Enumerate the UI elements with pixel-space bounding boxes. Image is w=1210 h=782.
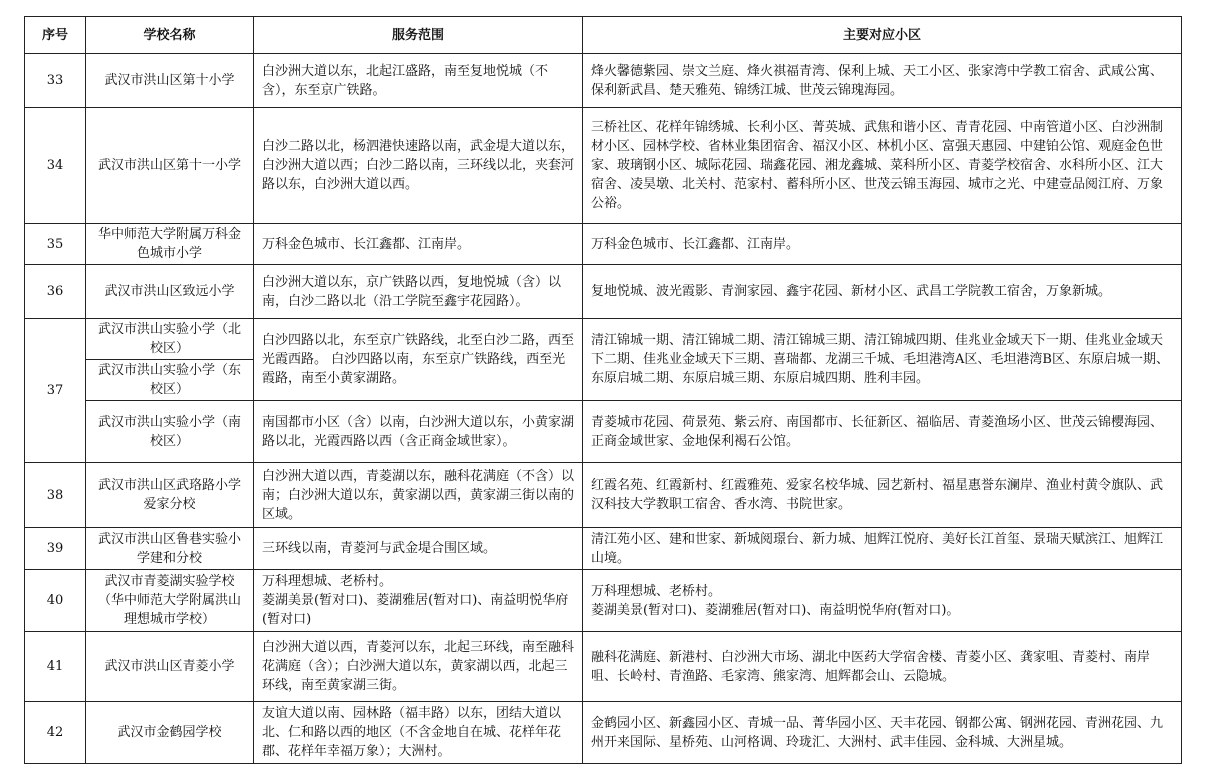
residential-areas xyxy=(583,570,1182,632)
table-row xyxy=(25,265,1182,319)
school-name: 武汉市洪山区第十一小学 xyxy=(86,108,254,224)
school-district-table xyxy=(24,16,1182,764)
row-number: 41 xyxy=(25,632,86,702)
service-range-line: 万科理想城、老桥村。 xyxy=(262,574,393,589)
school-name: 武汉市洪山区武珞路小学爱家分校 xyxy=(86,463,254,528)
residential-areas: 清江苑小区、建和世家、新城阅璟台、新力城、旭辉江悦府、美好长江首玺、景瑞天赋滨江、旭辉江山境。 xyxy=(583,528,1182,570)
row-number: 38 xyxy=(25,463,86,528)
service-range-line: 菱湖美景(暂对口)、菱湖雅居(暂对口)、南益明悦华府(暂对口) xyxy=(262,593,569,627)
table-row xyxy=(25,224,1182,265)
service-range: 白沙洲大道以东，北起江盛路，南至复地悦城（不含），东至京广铁路。 xyxy=(254,54,583,108)
table-row xyxy=(25,319,1182,360)
service-range: 白沙二路以北，杨泗港快速路以南，武金堤大道以东，白沙洲大道以西；白沙二路以南，三环线以北，夹套河路以东，白沙洲大道以西。 xyxy=(254,108,583,224)
table-row xyxy=(25,401,1182,463)
school-name: 武汉市洪山实验小学（东校区） xyxy=(86,360,254,401)
residential-areas: 三桥社区、花样年锦绣城、长利小区、菁英城、武焦和谐小区、青青花园、中南管道小区、白沙洲制材小区、园林学校、省林业集团宿舍、福汉小区、林机小区、富强天惠园、中建铂公馆、观庭金色世家、玻璃钢小区、城际花园、瑞鑫花园、湘龙鑫城、菜科所小区、青菱学校宿舍、水科所小区、江大宿舍、凌昊墩、北关村、范家村、蓄科所小区、世茂云锦玉海园、城市之光、中建壹品阅江府、万象公裕。 xyxy=(583,108,1182,224)
row-number: 33 xyxy=(25,54,86,108)
row-number: 36 xyxy=(25,265,86,319)
table-row xyxy=(25,463,1182,528)
service-range: 友谊大道以南、园林路（福丰路）以东，团结大道以北、仁和路以西的地区（不含金地自在城、花样年花郡、花样年幸福万象）；大洲村。 xyxy=(254,702,583,764)
residential-areas: 金鹤园小区、新鑫园小区、青城一品、菁华园小区、天丰花园、钢都公寓、钢洲花园、青洲花园、九州开来国际、星桥苑、山河格调、玲珑汇、大洲村、武丰佳园、金科城、大洲星城。 xyxy=(583,702,1182,764)
header-number: 序号 xyxy=(25,17,86,54)
row-number: 39 xyxy=(25,528,86,570)
row-number: 35 xyxy=(25,224,86,265)
school-name: 华中师范大学附属万科金色城市小学 xyxy=(86,224,254,265)
school-name: 武汉市洪山实验小学（北校区） xyxy=(86,319,254,360)
service-range: 白沙洲大道以西，青菱河以东，北起三环线，南至融科花满庭（含）；白沙洲大道以东，黄家湖以西，北起三环线，南至黄家湖三街。 xyxy=(254,632,583,702)
table-row xyxy=(25,702,1182,764)
table-row xyxy=(25,108,1182,224)
service-range: 白沙洲大道以东，京广铁路以西，复地悦城（含）以南，白沙二路以北（沿工学院至鑫宇花园路）。 xyxy=(254,265,583,319)
row-number: 42 xyxy=(25,702,86,764)
residential-areas-line: 菱湖美景(暂对口)、菱湖雅居(暂对口)、南益明悦华府(暂对口)。 xyxy=(591,602,960,618)
residential-areas: 烽火馨德紫园、崇文兰庭、烽火祺福青湾、保利上城、天工小区、张家湾中学教工宿舍、武咸公寓、保利新武昌、楚天雅苑、锦绣江城、世茂云锦瑰海园。 xyxy=(583,54,1182,108)
header-residential-areas: 主要对应小区 xyxy=(583,17,1182,54)
residential-areas-line: 万科理想城、老桥村。 xyxy=(591,583,722,599)
residential-areas: 万科金色城市、长江鑫都、江南岸。 xyxy=(583,224,1182,265)
service-range xyxy=(254,570,583,632)
school-name: 武汉市洪山区青菱小学 xyxy=(86,632,254,702)
school-name: 武汉市金鹤园学校 xyxy=(86,702,254,764)
header-row xyxy=(25,17,1182,54)
header-school-name: 学校名称 xyxy=(86,17,254,54)
residential-areas: 清江锦城一期、清江锦城二期、清江锦城三期、清江锦城四期、佳兆业金域天下一期、佳兆业金域天下二期、佳兆业金域天下三期、喜瑞都、龙湖三千城、毛坦港湾A区、毛坦港湾B区、东原启城一期、东原启城二期、东原启城三期、东原启城四期、胜利丰园。 xyxy=(583,319,1182,401)
school-name: 武汉市青菱湖实验学校（华中师范大学附属洪山理想城市学校） xyxy=(86,570,254,632)
school-name: 武汉市洪山区第十小学 xyxy=(86,54,254,108)
row-number: 40 xyxy=(25,570,86,632)
service-range: 白沙洲大道以西，青菱湖以东，融科花满庭（不含）以南；白沙洲大道以东，黄家湖以西，黄家湖三街以南的区域。 xyxy=(254,463,583,528)
residential-areas: 红霞名苑、红霞新村、红霞雅苑、爱家名校华城、园艺新村、福星惠誉东澜岸、渔业村黄令旗队、武汉科技大学教职工宿舍、香水湾、书院世家。 xyxy=(583,463,1182,528)
residential-areas: 复地悦城、波光霞影、青涧家园、鑫宇花园、新材小区、武昌工学院教工宿舍，万象新城。 xyxy=(583,265,1182,319)
service-range: 三环线以南，青菱河与武金堤合围区域。 xyxy=(254,528,583,570)
table-row xyxy=(25,54,1182,108)
school-name: 武汉市洪山实验小学（南校区） xyxy=(86,401,254,463)
table-row xyxy=(25,570,1182,632)
row-number: 37 xyxy=(25,319,86,463)
residential-areas: 青菱城市花园、荷景苑、紫云府、南国都市、长征新区、福临居、青菱渔场小区、世茂云锦樱海园、正商金域世家、金地保利褐石公馆。 xyxy=(583,401,1182,463)
school-name: 武汉市洪山区致远小学 xyxy=(86,265,254,319)
school-name: 武汉市洪山区鲁巷实验小学建和分校 xyxy=(86,528,254,570)
residential-areas: 融科花满庭、新港村、白沙洲大市场、湖北中医药大学宿舍楼、青菱小区、龚家咀、青菱村、南岸咀、长岭村、青渔路、毛家湾、熊家湾、旭辉都会山、云隐城。 xyxy=(583,632,1182,702)
service-range: 白沙四路以北，东至京广铁路线，北至白沙二路，西至光霞西路。 白沙四路以南，东至京广铁路线，西至光霞路，南至小黄家湖路。 xyxy=(254,319,583,401)
header-service-range: 服务范围 xyxy=(254,17,583,54)
row-number: 34 xyxy=(25,108,86,224)
service-range: 南国都市小区（含）以南，白沙洲大道以东，小黄家湖路以北，光霞西路以西（含正商金域世家）。 xyxy=(254,401,583,463)
table-row xyxy=(25,632,1182,702)
service-range: 万科金色城市、长江鑫都、江南岸。 xyxy=(254,224,583,265)
table-row xyxy=(25,528,1182,570)
